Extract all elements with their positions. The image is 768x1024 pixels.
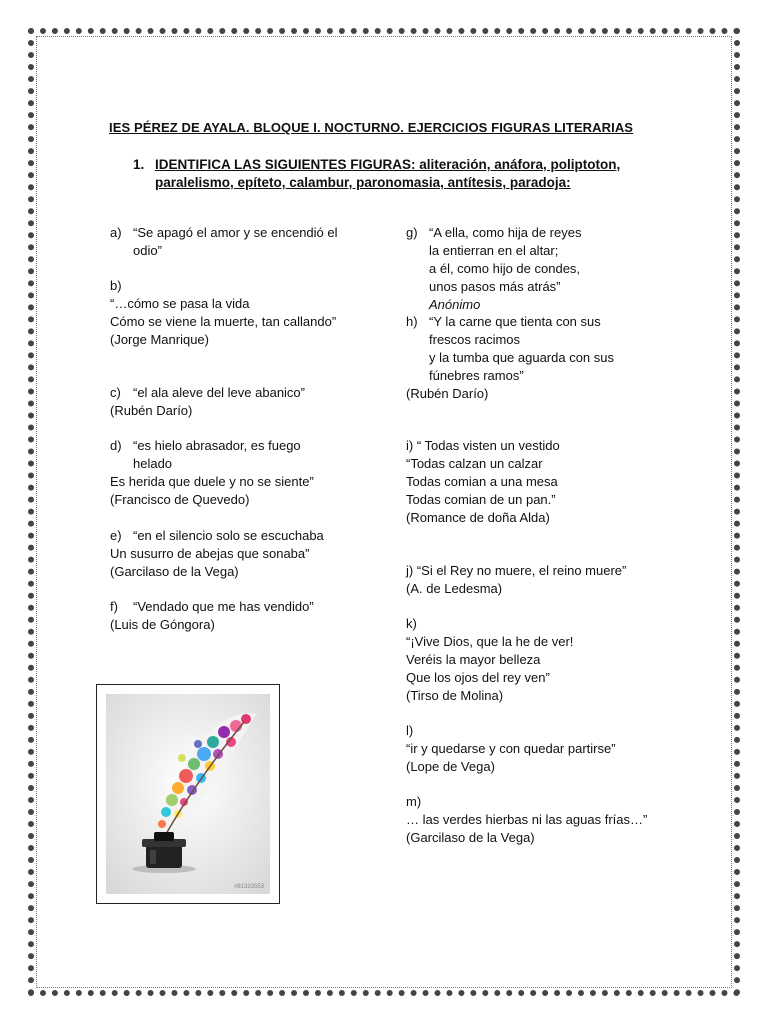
exercise-author: (Francisco de Quevedo)	[110, 492, 250, 507]
exercise-author: (Garcilaso de la Vega)	[406, 830, 535, 845]
exercise-author: (Luis de Góngora)	[110, 617, 215, 632]
exercise-label: c)	[110, 385, 121, 400]
exercise-i	[406, 437, 560, 527]
exercise-line: “A ella, como hija de reyes	[429, 225, 582, 240]
exercise-line: “¡Vive Dios, que la he de ver!	[406, 634, 574, 649]
exercise-label: l)	[406, 723, 414, 738]
exercise-author: Anónimo	[429, 297, 481, 312]
exercise-line: “Vendado que me has vendido”	[133, 599, 314, 614]
exercise-line: “el ala aleve del leve abanico”	[133, 385, 305, 400]
quill-illustration	[96, 684, 280, 904]
exercise-label: e)	[110, 528, 122, 543]
exercise-label: a)	[110, 225, 122, 240]
exercise-line: j) “Si el Rey no muere, el reino muere”	[406, 563, 627, 578]
exercise-line: “…cómo se pasa la vida	[110, 296, 250, 311]
exercise-label: h)	[406, 314, 418, 329]
exercise-line: frescos racimos	[429, 332, 521, 347]
question-line: paralelismo, epíteto, calambur, paronomasia, antítesis, paradoja:	[155, 175, 571, 190]
question-line: IDENTIFICA LAS SIGUIENTES FIGURAS: aliteración, anáfora, poliptoton,	[155, 157, 621, 172]
exercise-line: fúnebres ramos”	[429, 368, 524, 383]
exercise-label: g)	[406, 225, 418, 240]
exercise-g	[406, 224, 581, 314]
exercise-line: “es hielo abrasador, es fuego	[133, 438, 301, 453]
exercise-h	[406, 313, 614, 403]
exercise-f	[110, 598, 314, 634]
exercise-author: (Rubén Darío)	[110, 403, 193, 418]
exercise-line: Todas comian de un pan.”	[406, 492, 556, 507]
exercise-line: Que los ojos del rey ven”	[406, 670, 550, 685]
exercise-line: Cómo se viene la muerte, tan callando”	[110, 314, 337, 329]
image-watermark: #81333553	[234, 884, 265, 890]
question-number: 1.	[133, 157, 145, 172]
exercise-label: d)	[110, 438, 122, 453]
exercise-line: Un susurro de abejas que sonaba”	[110, 546, 310, 561]
exercise-line: la entierran en el altar;	[429, 243, 559, 258]
exercise-line: … las verdes hierbas ni las aguas frías…”	[406, 812, 648, 827]
exercise-d	[110, 437, 314, 509]
exercise-line: Todas comian a una mesa	[406, 474, 558, 489]
exercise-line: a él, como hijo de condes,	[429, 261, 581, 276]
exercise-author: (Tirso de Molina)	[406, 688, 504, 703]
exercise-c	[110, 384, 305, 420]
exercise-j	[406, 562, 626, 598]
exercise-e	[110, 527, 324, 581]
exercise-line: odio”	[133, 243, 162, 258]
exercise-line: “Y la carne que tienta con sus	[429, 314, 601, 329]
exercise-k	[406, 615, 573, 705]
exercise-line: Es herida que duele y no se siente”	[110, 474, 314, 489]
exercise-author: (Romance de doña Alda)	[406, 510, 550, 525]
exercise-line: y la tumba que aguarda con sus	[429, 350, 615, 365]
exercise-label: b)	[110, 278, 122, 293]
exercise-line: “en el silencio solo se escuchaba	[133, 528, 324, 543]
exercise-author: (Rubén Darío)	[406, 386, 489, 401]
exercise-m	[406, 793, 647, 847]
exercise-label: k)	[406, 616, 417, 631]
exercise-line: Veréis la mayor belleza	[406, 652, 541, 667]
exercise-line: “ir y quedarse y con quedar partirse”	[406, 741, 616, 756]
exercise-b	[110, 277, 336, 349]
exercise-line: unos pasos más atrás”	[429, 279, 561, 294]
document-title: IES PÉREZ DE AYALA. BLOQUE I. NOCTURNO. EJERCICIOS FIGURAS LITERARIAS	[109, 120, 634, 135]
exercise-author: (A. de Ledesma)	[406, 581, 503, 596]
exercise-author: (Garcilaso de la Vega)	[110, 564, 239, 579]
exercise-line: helado	[133, 456, 173, 471]
exercise-label: m)	[406, 794, 422, 809]
exercise-line: “Todas calzan un calzar	[406, 456, 543, 471]
exercise-author: (Jorge Manrique)	[110, 332, 209, 347]
exercise-author: (Lope de Vega)	[406, 759, 495, 774]
exercise-label: f)	[110, 599, 118, 614]
exercise-l	[406, 722, 616, 776]
quill-inkwell-icon	[106, 694, 270, 894]
exercise-line: i) “ Todas visten un vestido	[406, 438, 560, 453]
exercise-line: “Se apagó el amor y se encendió el	[133, 225, 338, 240]
question-text	[155, 155, 625, 191]
exercise-a	[110, 224, 338, 260]
